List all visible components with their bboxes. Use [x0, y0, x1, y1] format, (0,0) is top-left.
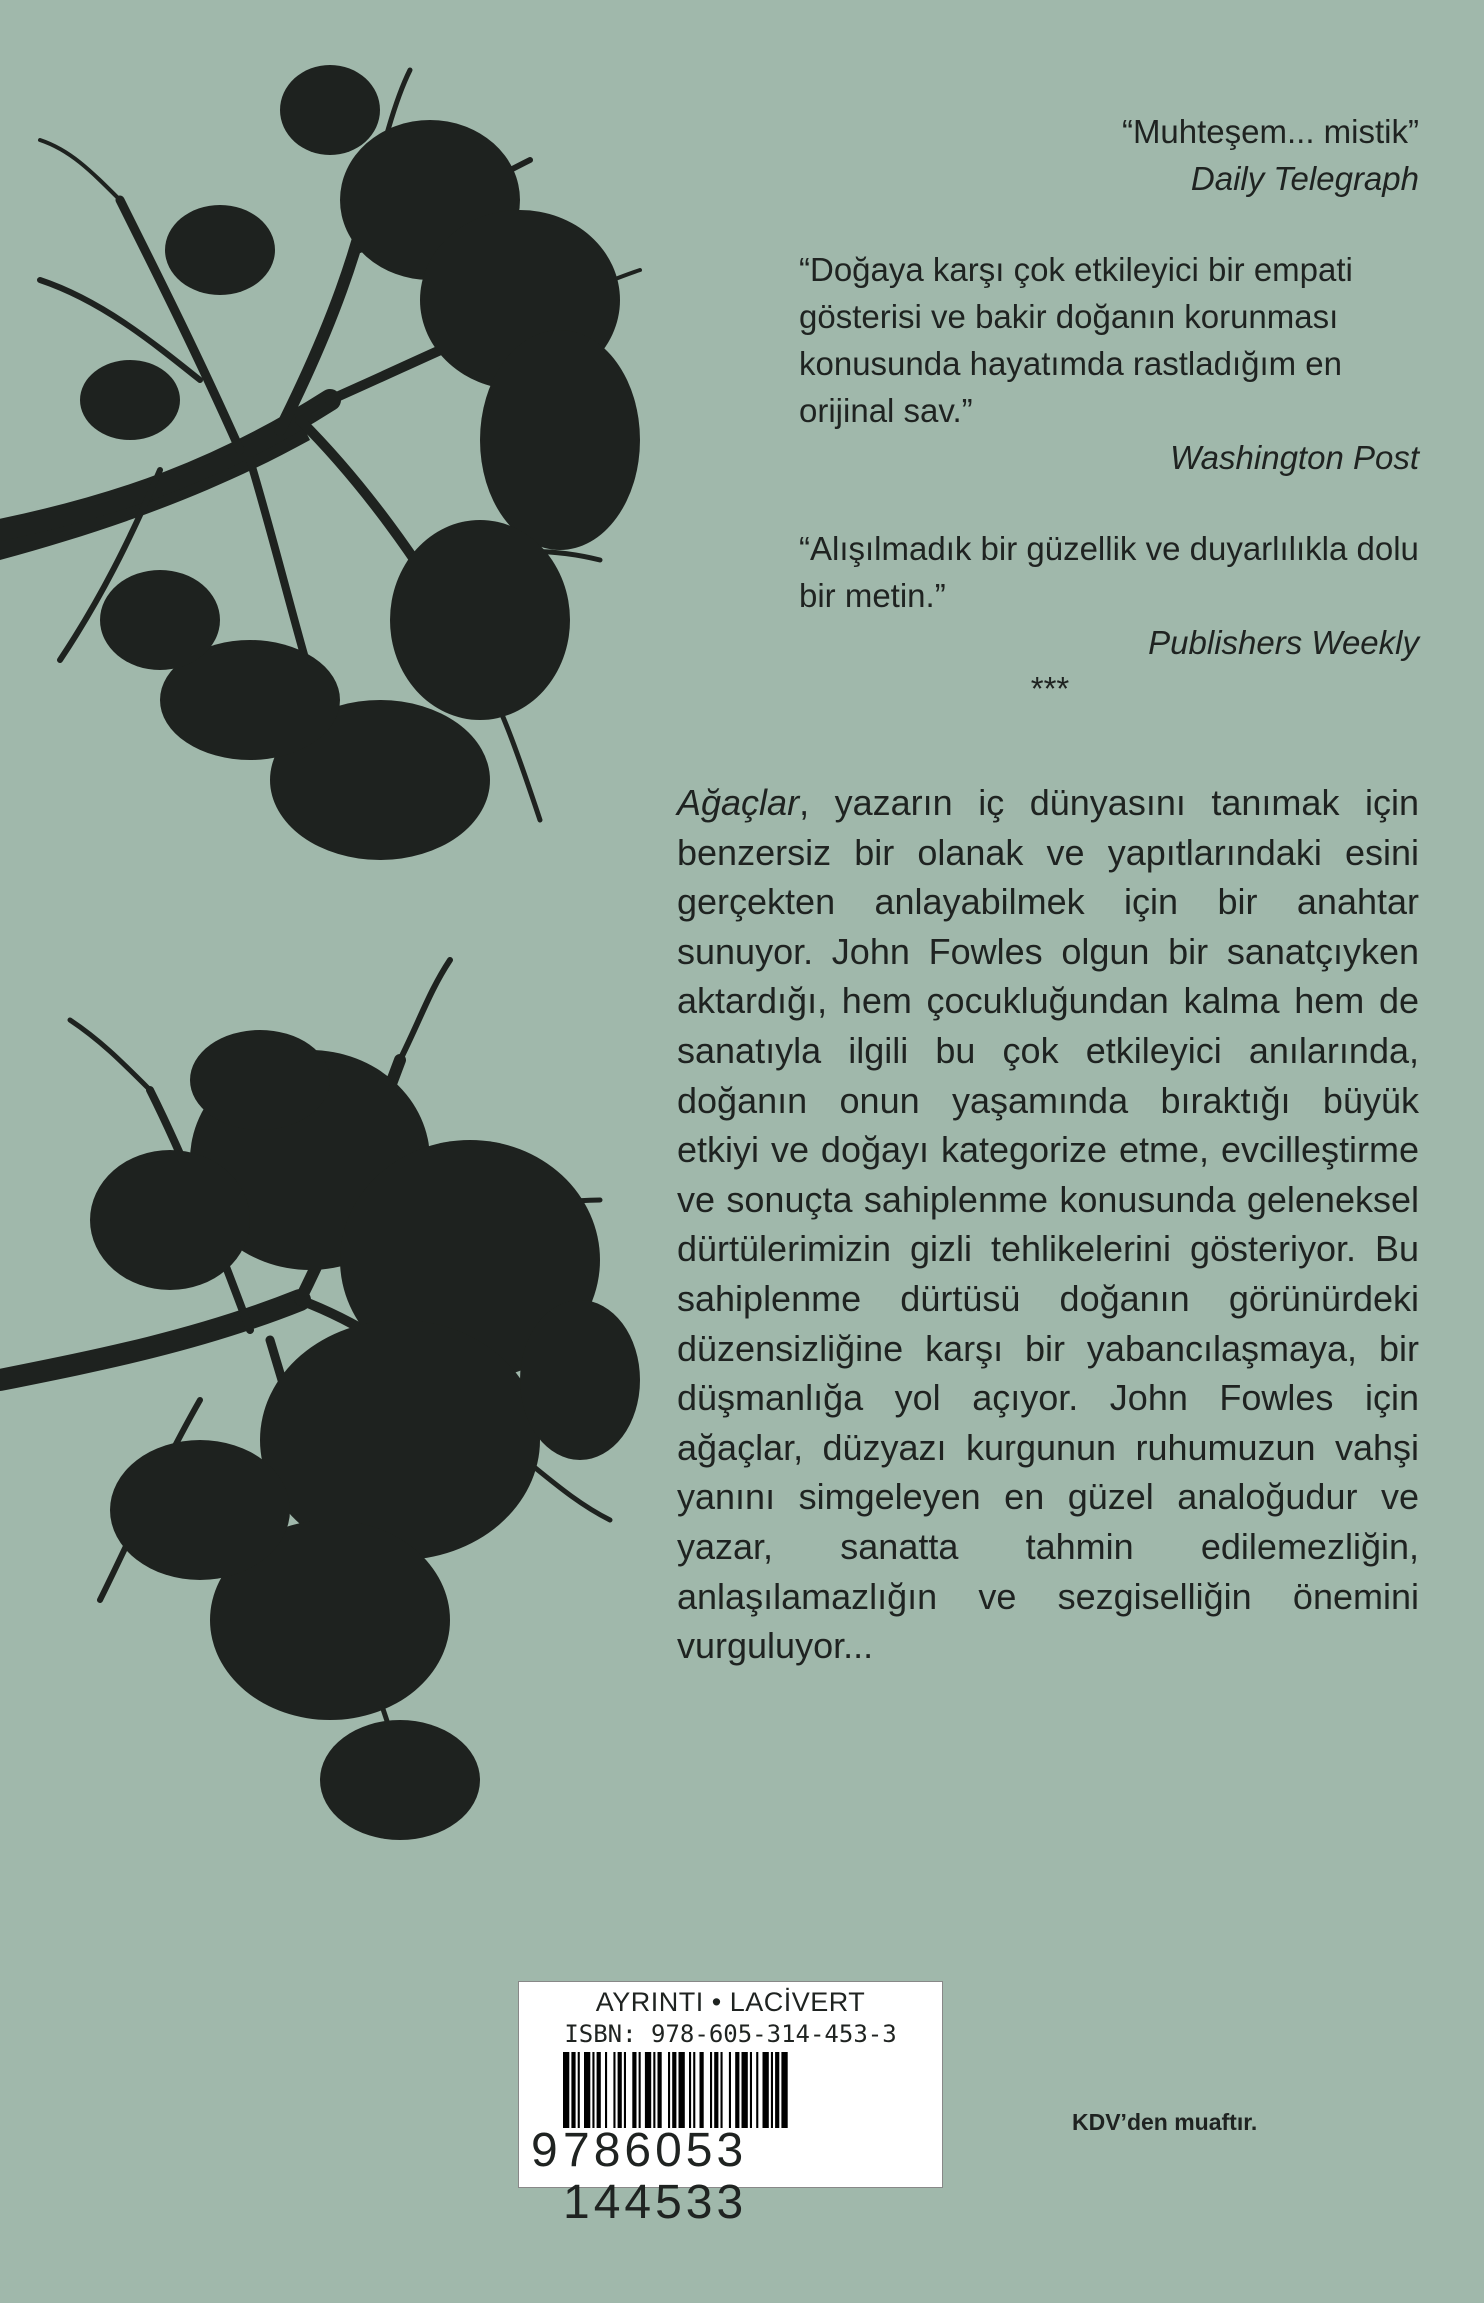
barcode-bar: [645, 2052, 651, 2128]
barcode-bar: [721, 2052, 723, 2128]
barcode-bar: [771, 2052, 773, 2128]
book-description-body: , yazarın iç dünyasını tanımak için benzersiz bir olanak ve yapıtlarındaki esini gerçekten anlayabilmek için bir anahtar sunuyor. John Fowles olgun bir sanatçıyken aktardığı, hem çocukluğundan kalma hem de sanatıyla ilgili bu çok etkileyici anılarında, doğanın onun yaşamında bıraktığı büyük etkiyi ve doğayı kategorize etme, evcilleştirme ve sonuçta sahiplenme konusunda geleneksel dürtülerimizin gizli tehlikelerini gösteriyor. Bu sahiplenme dürtüsü doğanın görünürdeki düzensizliğine karşı bir yabancılaşmaya, bir düşmanlığa yol açıyor. John Fowles için ağaçlar, düzyazı kurgunun ruhumuzun vahşi yanını simgeleyen en güzel analoğudur ve yazar, sanatta tahmin edilemezliğin, anlaşılamazlığın ve sezgiselliğin önemini vurguluyor...: [677, 782, 1419, 1667]
barcode-bar: [763, 2052, 769, 2128]
barcode-bar: [658, 2052, 662, 2128]
barcode-bar: [653, 2052, 655, 2128]
barcode-bar: [679, 2052, 685, 2128]
barcode-bar: [605, 2052, 607, 2128]
barcode-bar: [672, 2052, 676, 2128]
review-quote: [799, 525, 1419, 666]
review-quote-source: Daily Telegraph: [1190, 160, 1419, 197]
tree-silhouettes-image: [0, 0, 660, 2303]
book-description: [677, 778, 1419, 1671]
barcode-bar: [639, 2052, 641, 2128]
barcode-bar: [618, 2052, 622, 2128]
isbn-barcode-box: [518, 1981, 943, 2229]
barcode-bar: [571, 2052, 575, 2128]
barcode-first-digit: 9: [531, 2124, 558, 2177]
barcode-bar: [578, 2052, 580, 2128]
publisher-label: AYRINTI • LACİVERT: [595, 1987, 866, 2017]
barcode-bar: [750, 2052, 752, 2128]
review-quote-source: Washington Post: [1170, 439, 1419, 476]
barcode-bar: [729, 2052, 731, 2128]
barcode-bars: [563, 2052, 933, 2128]
review-quote: [799, 246, 1419, 481]
barcode-bar: [597, 2052, 601, 2128]
barcode-bar: [668, 2052, 670, 2128]
barcode-bar: [756, 2052, 758, 2128]
review-quote-source: Publishers Weekly: [1148, 624, 1419, 661]
barcode-bar: [584, 2052, 590, 2128]
tax-exemption-note: KDV’den muaftır.: [1072, 2109, 1258, 2135]
barcode-bar: [624, 2052, 626, 2128]
barcode-bar: [632, 2052, 636, 2128]
review-quote-text: “Doğaya karşı çok etkileyici bir empati gösterisi ve bakir doğanın korunması konusunda hayatımda rastladığım en orijinal sav.”: [799, 251, 1353, 429]
barcode-bar: [613, 2052, 615, 2128]
section-separator: ***: [1030, 670, 1070, 707]
review-quote-text: “Muhteşem... mistik”: [1121, 113, 1419, 150]
book-title-italic: Ağaçlar: [677, 782, 800, 823]
review-quotes: [799, 108, 1419, 666]
barcode-bar: [714, 2052, 718, 2128]
barcode-bar: [689, 2052, 691, 2128]
barcode-bar: [775, 2052, 779, 2128]
barcode-bar: [592, 2052, 594, 2128]
barcode-bar: [735, 2052, 739, 2128]
barcode-bar: [700, 2052, 704, 2128]
barcode-bar: [693, 2052, 695, 2128]
barcode-bar: [742, 2052, 748, 2128]
barcode-bar: [710, 2052, 712, 2128]
barcode-digits: 786053 144533: [563, 2124, 748, 2229]
barcode-bar: [563, 2052, 569, 2128]
review-quote-text: “Alışılmadık bir güzellik ve duyarlılıkla dolu bir metin.”: [799, 530, 1419, 614]
review-quote: [799, 108, 1419, 202]
barcode-bar: [781, 2052, 787, 2128]
isbn-number: ISBN: 978-605-314-453-3: [564, 2020, 897, 2048]
